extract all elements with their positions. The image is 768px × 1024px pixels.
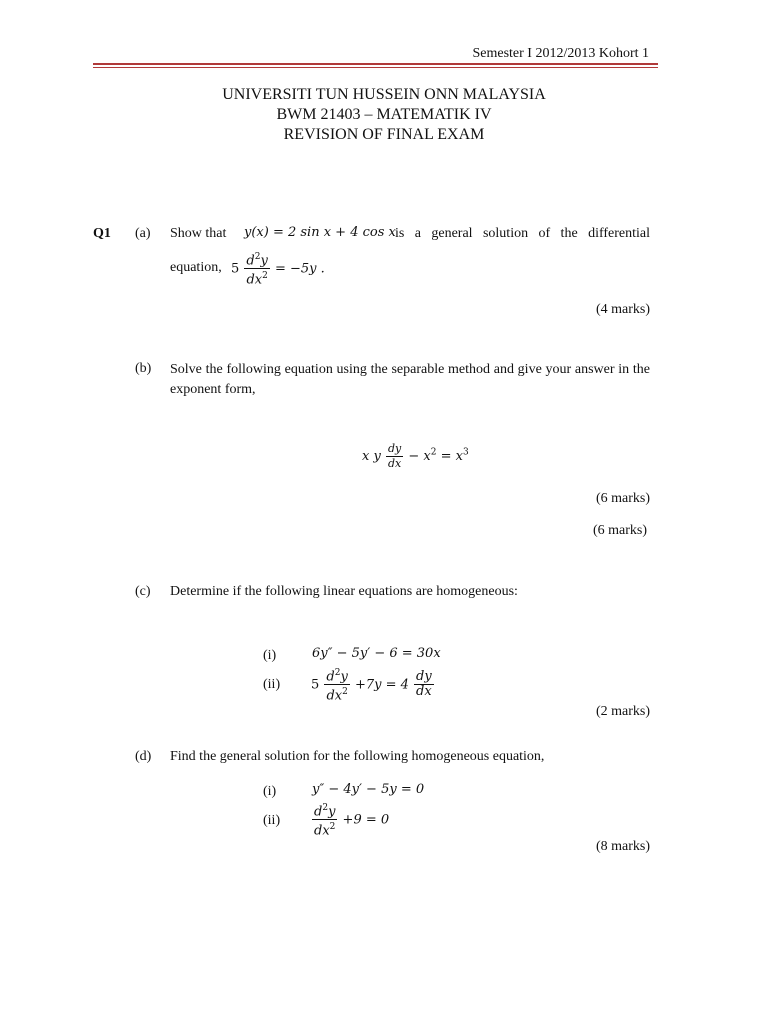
part-c-label: (c) <box>135 584 151 599</box>
part-a-marks: (4 marks) <box>595 302 650 317</box>
part-a-ode-expr: 5 $\frac{d^2y}{dx^2}$ = −5y . <box>231 252 325 288</box>
part-b-marks-1: (6 marks) <box>595 491 650 506</box>
part-d-label: (d) <box>135 749 152 764</box>
part-d-i-label: (i) <box>263 784 277 799</box>
part-b-text: Solve the following equation using the separable method and give your answer in the exponent form, <box>170 362 650 397</box>
part-a-text-after: is a general solution of the differential <box>395 226 650 241</box>
part-b-equation: x y $\frac{dy}{dx}$ − $x^2 = x^3$ <box>362 442 469 470</box>
part-a-solution-expr: y(x) = 2 sin x + 4 cos x <box>244 225 396 240</box>
part-c-ii-expr: 5 $\frac{d^2y}{dx^2}$ +7y = 4 $\frac{dy}{dx}$ <box>311 668 432 704</box>
part-a-label: (a) <box>135 226 151 241</box>
part-d-ii-label: (ii) <box>263 813 281 828</box>
semester-header: Semester I 2012/2013 Kohort 1 <box>472 46 649 61</box>
part-b-label: (b) <box>135 361 152 376</box>
part-c-text: Determine if the following linear equations are homogeneous: <box>170 584 518 599</box>
header-rule-thin <box>93 67 658 68</box>
part-b-marks-2: (6 marks) <box>592 523 647 538</box>
part-c-marks: (2 marks) <box>595 704 650 719</box>
part-d-text: Find the general solution for the following homogeneous equation, <box>170 749 545 764</box>
course-title: BWM 21403 – MATEMATIK IV <box>276 106 492 123</box>
part-d-marks: (8 marks) <box>595 839 650 854</box>
part-d-ii-expr: $\frac{d^2y}{dx^2}$ +9 = 0 <box>314 803 390 839</box>
part-c-i-label: (i) <box>263 648 277 663</box>
part-c-i-expr: 6y″ − 5y′ − 6 = 30x <box>312 646 441 661</box>
part-c-ii-label: (ii) <box>263 677 281 692</box>
question-label: Q1 <box>93 226 111 241</box>
header-rule-thick <box>93 63 658 65</box>
university-title: UNIVERSITI TUN HUSSEIN ONN MALAYSIA <box>222 86 546 103</box>
exam-title: REVISION OF FINAL EXAM <box>283 126 485 143</box>
part-a-text-line2: equation, <box>170 260 222 275</box>
part-a-text-before: Show that <box>170 226 227 241</box>
part-d-i-expr: y″ − 4y′ − 5y = 0 <box>312 782 425 797</box>
